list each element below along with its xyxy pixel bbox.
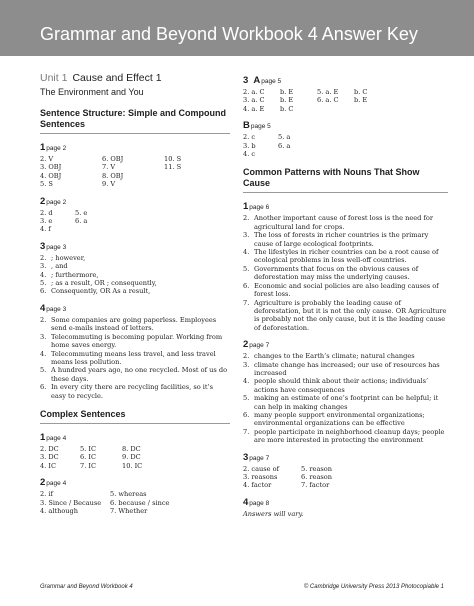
exercise-3b	[243, 117, 448, 158]
answer-item: 7. Whether	[110, 506, 148, 515]
answer-item	[243, 299, 448, 333]
answer-grid	[243, 465, 448, 490]
item-number: 3.	[40, 262, 47, 271]
item-number: 5.	[40, 366, 47, 375]
page-ref: page 2	[46, 198, 67, 206]
header-title: Grammar and Beyond Workbook 4 Answer Key	[40, 24, 418, 44]
page-ref: page 2	[46, 145, 67, 152]
item-number: 4.	[40, 349, 47, 358]
page-ref: page 8	[249, 499, 270, 507]
answer-item	[243, 214, 448, 231]
answer-grid	[40, 445, 230, 470]
item-number: 7.	[243, 427, 250, 436]
item-number: 7.	[243, 298, 250, 307]
exercise-number: 4	[243, 496, 249, 508]
page-ref: page 3	[46, 305, 67, 313]
item-text: The lifestyles in richer countries can be a root cause of ecological problems in less well-off countries.	[254, 248, 439, 265]
answer-item: 5. IC	[80, 444, 97, 453]
exercise-number: 1	[243, 201, 249, 213]
answer-item: 3. OBJ	[40, 163, 62, 172]
answer-item: b. C	[280, 104, 294, 113]
item-text: climate change has increased; our use of resources has increased	[254, 360, 440, 377]
page-ref: page 5	[261, 78, 282, 85]
answer-list	[40, 316, 230, 400]
answer-item: 4. OBJ	[40, 171, 62, 180]
answer-item: 2. cause of	[243, 464, 280, 473]
answer-item: 5. reason	[301, 464, 332, 473]
exercise-heading	[243, 494, 448, 509]
answer-item: 2. d	[40, 208, 53, 217]
answer-item: 6. a	[75, 217, 88, 226]
page-ref: page 6	[249, 204, 270, 212]
answer-item: 4. although	[40, 506, 79, 515]
exercise-4-3	[243, 449, 448, 490]
exercise-4-2	[243, 336, 448, 444]
answer-item: 2. DC	[40, 444, 59, 453]
answer-item: b. E	[354, 96, 368, 105]
exercise-heading	[243, 449, 448, 464]
answer-item: 5. S	[40, 180, 53, 189]
item-text: The loss of forests in richer countries is the primary cause of large ecological footprints.	[254, 231, 429, 248]
answer-item	[278, 150, 318, 158]
footer-book-title: Grammar and Beyond Workbook 4	[40, 584, 133, 590]
item-number: 6.	[40, 287, 47, 296]
answer-item	[243, 352, 448, 360]
exercise-heading	[40, 429, 230, 444]
answer-item: 6. a. C	[317, 96, 339, 105]
answer-item	[40, 383, 230, 400]
answer-item	[243, 361, 448, 378]
answer-item	[40, 350, 230, 367]
item-text: ; as a result, OR ; consequently,	[51, 279, 157, 288]
answer-item: b. E	[280, 88, 294, 96]
item-number: 6.	[40, 383, 47, 392]
answer-item: 7. IC	[80, 461, 97, 470]
section-title-complex-sentences: Complex Sentences	[40, 409, 230, 424]
answer-item	[243, 411, 448, 428]
item-number: 2.	[243, 352, 250, 361]
answer-item: 3. a. C	[243, 96, 265, 105]
item-text: ; however,	[51, 253, 86, 262]
exercise-2-2	[40, 474, 230, 515]
item-number: 6.	[243, 281, 250, 290]
exercise-number: 3	[243, 451, 249, 463]
page-ref: page 4	[46, 434, 67, 442]
answer-grid	[243, 88, 448, 113]
answer-grid	[40, 155, 230, 189]
answer-item: 4. a. E	[243, 104, 265, 113]
item-number: 4.	[243, 377, 250, 386]
answer-item: 9. DC	[122, 453, 141, 462]
item-text: Some companies are going paperless. Employees send e-mails instead of letters.	[51, 315, 217, 333]
item-text: Governments that focus on the obvious causes of deforestation may miss the underlying causes.	[254, 264, 419, 282]
exercise-part-label: A	[253, 75, 261, 86]
item-text: Telecommuting is becoming popular. Working from home saves energy.	[51, 332, 223, 350]
answer-item: 11. S	[164, 163, 182, 172]
section-title-common-patterns: Common Patterns with Nouns That Show Cause	[243, 167, 448, 193]
answer-item	[317, 105, 354, 113]
page-ref: page 7	[249, 342, 270, 350]
answer-item	[75, 225, 115, 233]
exercise-number: 2	[40, 477, 46, 489]
answer-item: 4. f	[40, 225, 51, 234]
item-number: 6.	[243, 410, 250, 419]
answer-item: 3. Since / Because	[40, 498, 102, 507]
exercise-number: 2	[40, 195, 46, 207]
item-number: 3.	[243, 231, 250, 240]
item-text: many people support environmental organizations; environmental organizations can be effective	[254, 410, 425, 428]
answer-item	[40, 333, 230, 350]
page-ref: page 5	[250, 123, 271, 131]
answer-item: 4. IC	[40, 461, 57, 470]
exercise-4-4	[243, 494, 448, 518]
answer-item: 5. a. E	[317, 88, 339, 96]
exercise-1-4	[40, 300, 230, 400]
answer-list	[243, 214, 448, 332]
item-number: 5.	[243, 394, 250, 403]
page-footer	[40, 584, 444, 590]
exercise-1-1	[40, 139, 230, 189]
exercise-heading	[243, 72, 448, 87]
exercise-heading	[243, 198, 448, 213]
answer-item: 3. e	[40, 217, 53, 226]
answer-key-header	[0, 0, 474, 56]
section-title-sentence-structure: Sentence Structure: Simple and Compound Sentences	[40, 108, 230, 134]
answer-item: 10. IC	[122, 461, 143, 470]
answer-grid	[40, 490, 230, 515]
answer-item: 8. OBJ	[102, 171, 124, 180]
exercise-4-1	[243, 198, 448, 332]
answer-item: 6. because / since	[110, 498, 170, 507]
answer-item: 2. if	[40, 490, 53, 499]
answer-item	[243, 394, 448, 411]
item-text: changes to the Earth’s climate; natural changes	[254, 352, 415, 361]
item-text: In every city there are recycling facilities, so it’s easy to recycle.	[51, 383, 214, 400]
answer-list	[40, 254, 230, 296]
answer-item	[40, 271, 230, 279]
answer-item: 6. a	[278, 141, 291, 150]
answer-item: 6. OBJ	[102, 155, 124, 163]
exercise-heading	[243, 117, 448, 132]
answer-item	[40, 287, 230, 295]
item-number: 2.	[40, 315, 47, 324]
item-number: 2.	[40, 253, 47, 262]
item-number: 4.	[40, 270, 47, 279]
item-number: 5.	[40, 279, 47, 288]
item-text: Economic and social policies are also leading causes of forest loss.	[254, 281, 439, 299]
answer-grid	[40, 209, 230, 234]
item-number: 5.	[243, 264, 250, 273]
answer-grid	[243, 133, 448, 158]
exercise-number: 3	[40, 240, 46, 252]
answer-item	[40, 254, 230, 262]
answer-item	[164, 172, 214, 180]
answer-item	[164, 180, 214, 188]
exercise-heading	[40, 474, 230, 489]
answer-item: 5. whereas	[110, 490, 147, 499]
answer-item: 3. DC	[40, 453, 59, 462]
exercise-heading	[243, 336, 448, 351]
exercise-heading	[40, 139, 230, 154]
exercise-number: 1	[40, 142, 46, 153]
answer-item: 6. IC	[80, 453, 97, 462]
answer-item: 7. V	[102, 163, 116, 172]
item-number: 3.	[40, 332, 47, 341]
answer-item: 5. e	[75, 208, 88, 217]
answers-will-vary: Answers will vary.	[243, 509, 304, 518]
item-number: 4.	[243, 248, 250, 257]
exercise-number: 1	[40, 431, 46, 443]
answer-item	[243, 428, 448, 445]
exercise-number: 4	[40, 302, 46, 314]
answer-item: 3. b	[243, 141, 256, 150]
exercise-heading	[40, 193, 230, 208]
answer-item	[354, 105, 391, 113]
exercise-1-3	[40, 238, 230, 296]
page-ref: page 7	[249, 454, 270, 462]
answer-item	[243, 248, 448, 265]
answer-item	[243, 282, 448, 299]
item-text: Consequently, OR As a result,	[51, 287, 151, 296]
answer-item: 2. V	[40, 155, 54, 163]
answer-item: 8. DC	[122, 444, 141, 453]
exercise-number: 3	[243, 75, 249, 86]
item-text: people participate in neighborhood cleanup days; people are more interested in protecting the environment	[254, 427, 445, 445]
answer-item: 2. a. C	[243, 88, 265, 96]
unit-title: Cause and Effect 1	[72, 72, 162, 84]
answer-item	[40, 262, 230, 270]
item-text: A hundred years ago, no one recycled. Most of us do these days.	[51, 366, 228, 383]
item-number: 3.	[243, 360, 250, 369]
exercise-number: 2	[243, 339, 249, 351]
answer-item: 10. S	[164, 155, 182, 163]
answer-item	[40, 316, 230, 333]
answer-list	[243, 352, 448, 444]
exercise-2-1	[40, 429, 230, 470]
item-text: making an estimate of one’s footprint can be helpful; it can help in making changes	[254, 394, 439, 411]
answer-item	[243, 231, 448, 248]
exercise-1-2	[40, 193, 230, 234]
item-text: Another important cause of forest loss is the need for agricultural land for crops.	[254, 214, 434, 231]
exercise-part-label: B	[243, 120, 250, 132]
item-text: Telecommuting means less travel, and less travel means less pollution.	[51, 349, 216, 366]
item-number: 2.	[243, 214, 250, 223]
unit-label: Unit 1	[40, 72, 68, 84]
exercise-heading	[40, 300, 230, 315]
answer-item: 4. c	[243, 150, 256, 159]
answer-item: 9. V	[102, 180, 116, 189]
answer-item	[243, 377, 448, 394]
unit-subtitle: The Environment and You	[40, 87, 144, 97]
answer-item: b. C	[354, 88, 368, 96]
answer-item	[40, 366, 230, 383]
item-text: , and	[51, 262, 68, 271]
item-text: people should think about their actions; individuals’ actions have consequences	[254, 377, 429, 394]
left-column	[40, 72, 230, 519]
exercise-3a	[243, 72, 448, 113]
right-column	[243, 72, 448, 522]
answer-item	[243, 265, 448, 282]
item-text: ; furthermore,	[51, 270, 99, 279]
answer-item: 6. reason	[301, 473, 332, 481]
answer-item	[40, 279, 230, 287]
item-text: Agriculture is probably the leading cause of deforestation, but it is not the only cause. OR Agriculture is probably not the only cause, but it is the leading cause of deforestation.	[254, 298, 447, 332]
answer-item: b. E	[280, 96, 294, 105]
answer-item: 5. a	[278, 133, 291, 142]
exercise-heading	[40, 238, 230, 253]
page-ref: page 3	[46, 243, 67, 251]
answer-item: 2. c	[243, 133, 256, 142]
page-ref: page 4	[46, 480, 67, 488]
answer-item: 4. factor	[243, 481, 272, 490]
answer-item: 3. reasons	[243, 473, 278, 481]
unit-heading	[40, 72, 230, 84]
footer-copyright: © Cambridge University Press 2013 Photocopiable 1	[303, 584, 444, 590]
answer-item: 7. factor	[301, 481, 330, 490]
